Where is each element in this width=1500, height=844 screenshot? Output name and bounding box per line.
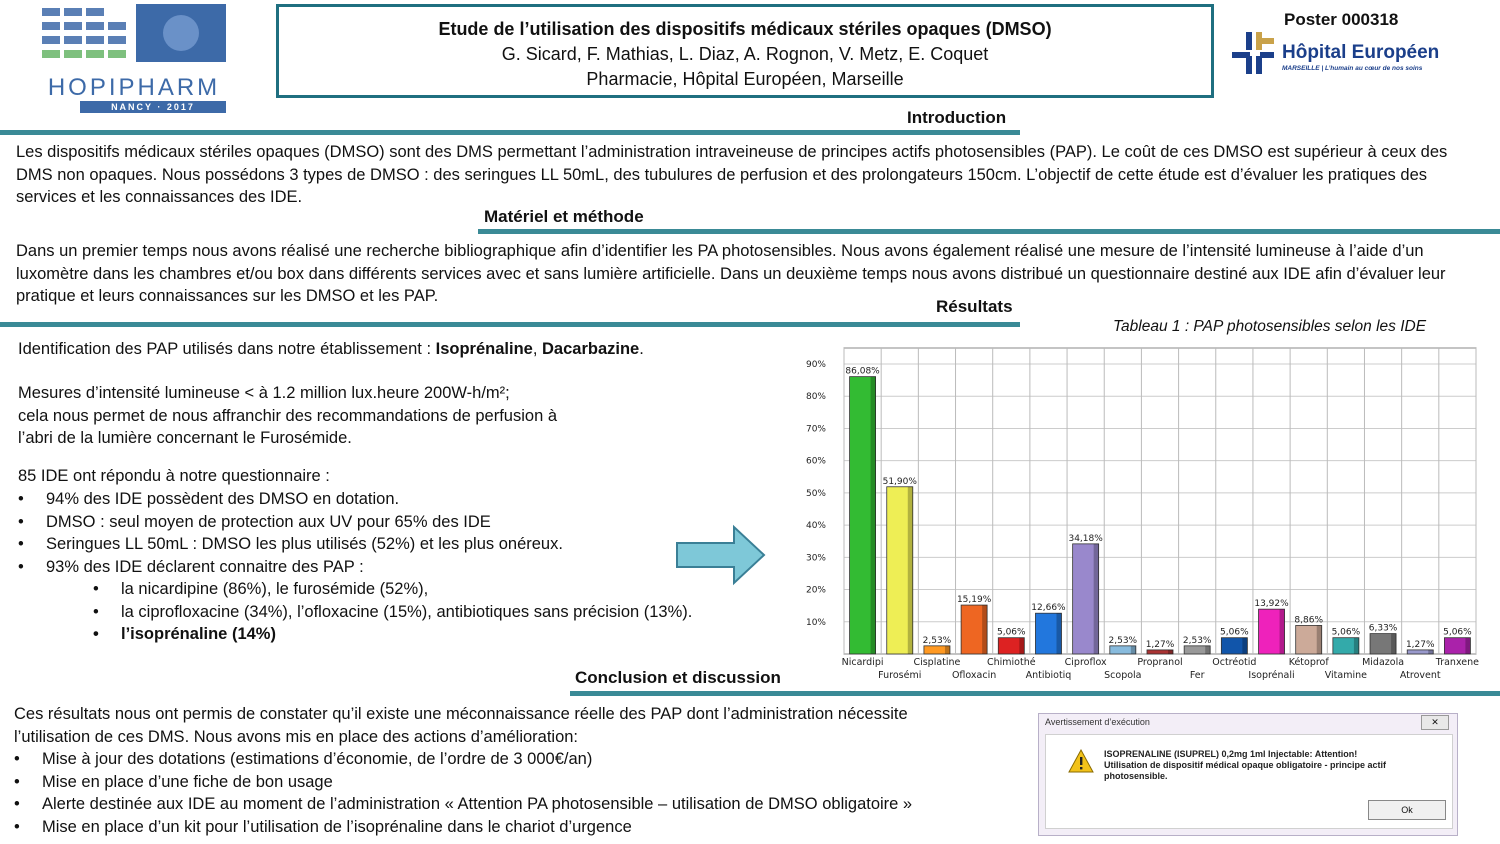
introduction-text: Les dispositifs médicaux stériles opaques (DMSO) sont des DMS permettant l’administration intraveineuse de principes actifs photosensibles (PAP). Le coût de ces DMSO est supérieur à ceux des DMS non opaques. Nous possédons 3 types de DMSO : des seringues LL 50mL, des tubulures de perfusion et des prolongateurs 150cm. L’objectif de cette étude est d’évaluer les pratiques des services et les connaissances des IDE. [16, 143, 1448, 206]
results-title: Résultats [936, 297, 1013, 316]
list-item: • DMSO : seul moyen de protection aux UV pour 65% des IDE [18, 511, 698, 534]
methods-text: Dans un premier temps nous avons réalisé une recherche bibliographique afin d’identifier les PA photosensibles. Nous avons également réalisé une mesure de l’intensité lumineuse à l’aide d’un luxomètre dans les chambres et/ou box dans différents services avec et sans lumière artificielle. Dans un deuxième temps nous avons distribué un questionnaire destiné aux IDE afin d’évaluer leur pratique et leurs connaissances sur les DMSO et les PAP. [16, 242, 1446, 305]
bar-shade [1354, 638, 1359, 654]
x-tick-label: Ciproflox [1064, 657, 1107, 668]
data-label: 2,53% [1182, 635, 1212, 646]
y-tick-label: 50% [805, 488, 826, 499]
dialog-message [1104, 749, 1434, 782]
y-tick-label: 90% [805, 360, 826, 370]
x-tick-label: Octréotid [1212, 657, 1257, 668]
data-label: 5,06% [1220, 627, 1249, 638]
light-line-1: Mesures d’intensité lumineuse < à 1.2 million lux.heure 200W-h/m²; [18, 384, 510, 402]
bar-shade [1391, 634, 1396, 654]
y-tick-label: 80% [805, 392, 826, 403]
conclusion-line-2: l’utilisation de ces DMS. Nous avons mis en place des actions d’amélioration: [14, 727, 579, 746]
list-item: • Alerte destinée aux IDE au moment de l’administration « Attention PA photosensible – utilisation de DMSO obligatoire » [14, 793, 1004, 816]
list-item: • l’isoprénaline (14%) [93, 623, 773, 646]
logo-subtitle: NANCY · 2017 [80, 101, 226, 113]
x-tick-label: Fer [1189, 670, 1205, 681]
bar-shade [1019, 638, 1024, 654]
bar-chart [780, 340, 1490, 685]
light-measure [18, 382, 658, 450]
data-label: 2,53% [922, 635, 952, 646]
hospital-tagline: MARSEILLE | L’humain au cœur de nos soins [1282, 65, 1423, 72]
bar-shade [908, 487, 913, 654]
bar-shade [1428, 650, 1433, 654]
x-tick-label: Atrovent [1399, 670, 1441, 681]
data-label: 1,27% [1405, 639, 1435, 650]
methods-rule [478, 229, 1500, 234]
x-tick-label: Nicardipi [841, 657, 884, 668]
x-tick-label: Isoprénali [1248, 670, 1295, 681]
bar-shade [871, 377, 876, 654]
logo-name: HOPIPHARM [47, 74, 221, 101]
data-label: 34,18% [1068, 533, 1103, 544]
bar-shade [1317, 625, 1322, 654]
methods-title: Matériel et méthode [484, 207, 644, 226]
light-line-3: l’abri de la lumière concernant le Furosémide. [18, 429, 352, 447]
ok-button[interactable]: Ok [1368, 800, 1446, 820]
data-label: 5,06% [1443, 627, 1472, 638]
data-label: 13,92% [1254, 599, 1289, 610]
dialog-body [1045, 734, 1453, 829]
survey-intro: 85 IDE ont répondu à notre questionnaire : [18, 467, 330, 485]
y-tick-label: 70% [805, 424, 826, 435]
bar-shade [1094, 544, 1099, 654]
poster-id: Poster 000318 [1284, 10, 1399, 29]
bar-shade [1168, 650, 1173, 654]
warning-icon [1068, 749, 1094, 773]
x-tick-label: Cisplatine [913, 657, 961, 668]
plot-area [844, 348, 1476, 654]
dialog-line-3: photosensible. [1104, 771, 1168, 781]
right-arrow-icon [674, 524, 768, 586]
x-tick-label: Vitamine [1324, 670, 1368, 681]
data-label: 6,33% [1368, 623, 1398, 634]
conclusion-line-1: Ces résultats nous ont permis de constater qu’il existe une méconnaissance réelle des PAP dont l’administration nécessite [14, 705, 908, 723]
bar-shade [1131, 646, 1136, 654]
list-item: • Mise en place d’une fiche de bon usage [14, 771, 1004, 794]
pap-identification [18, 338, 644, 361]
pap-isoprenaline: Isoprénaline [435, 340, 533, 358]
dialog-line-2: Utilisation de dispositif médical opaque obligatoire - principe actif [1104, 760, 1387, 770]
data-label: 15,19% [956, 595, 992, 606]
pap-dacarbazine: Dacarbazine [542, 340, 640, 358]
data-label: 86,08% [845, 366, 880, 377]
y-tick-label: 40% [805, 521, 826, 532]
x-tick-label: Propranol [1137, 657, 1183, 668]
poster-affiliation: Pharmacie, Hôpital Européen, Marseille [586, 69, 904, 89]
x-tick-label: Furosémi [878, 670, 922, 681]
hopipharm-logo [40, 4, 228, 112]
actions-list [14, 748, 1004, 838]
data-label: 2,53% [1108, 635, 1138, 646]
data-label: 5,06% [996, 627, 1026, 638]
data-label: 12,66% [1031, 603, 1066, 614]
conclusion-intro [14, 703, 974, 748]
x-tick-label: Kétoprof [1288, 657, 1329, 668]
close-icon[interactable]: ✕ [1421, 715, 1449, 730]
y-tick-label: 60% [805, 456, 826, 467]
bar-shade [1242, 638, 1247, 654]
list-item: • 94% des IDE possèdent des DMSO en dotation. [18, 488, 698, 511]
hospital-cross-icon [1232, 32, 1276, 76]
results-rule [0, 322, 1020, 327]
bar-shade [1205, 646, 1210, 654]
data-label: 8,86% [1294, 615, 1324, 626]
hospital-name: Hôpital Européen [1282, 42, 1440, 63]
pap-end: . [639, 340, 644, 358]
introduction-title: Introduction [907, 108, 1007, 127]
pap-separator: , [532, 340, 542, 358]
data-label: 51,90% [882, 476, 917, 487]
x-tick-label: Chimiothé [986, 657, 1036, 668]
light-line-2: cela nous permet de nous affranchir des recommandations de perfusion à [18, 406, 558, 425]
list-item: • la ciprofloxacine (34%), l’ofloxacine (15%), antibiotiques sans précision (13%). [93, 601, 773, 624]
bar-shade [982, 605, 987, 654]
survey-list [18, 488, 698, 578]
dialog-title: Avertissement d’exécution [1045, 717, 1150, 727]
y-tick-label: 20% [805, 585, 826, 596]
y-tick-label: 30% [805, 553, 826, 564]
list-item: • 93% des IDE déclarent connaitre des PAP : [18, 556, 698, 579]
x-tick-label: Midazola [1362, 657, 1405, 668]
logo-grid-icon [40, 4, 228, 74]
pap-intro: Identification des PAP utilisés dans notre établissement : [18, 340, 436, 358]
introduction-rule [0, 130, 1020, 135]
y-tick-label: 10% [805, 617, 826, 628]
list-item: • Mise à jour des dotations (estimations d’économie, de l’ordre de 3 000€/an) [14, 748, 1004, 771]
alert-dialog [1038, 713, 1458, 836]
conclusion-title: Conclusion et discussion [575, 668, 781, 687]
bar-shade [1056, 613, 1061, 654]
bar-shade [945, 646, 950, 654]
hospital-logo [1232, 32, 1472, 78]
list-item: • Seringues LL 50mL : DMSO les plus utilisés (52%) et les plus onéreux. [18, 533, 698, 556]
x-tick-label: Antibiotiq [1025, 670, 1072, 681]
list-item: • la nicardipine (86%), le furosémide (52%), [93, 578, 773, 601]
bar-shade [1280, 609, 1285, 654]
list-item: • Mise en place d’un kit pour l’utilisation de l’isoprénaline dans le chariot d’urgence [14, 816, 1004, 839]
data-label: 1,27% [1145, 639, 1175, 650]
x-tick-label: Ofloxacin [951, 670, 997, 681]
x-tick-label: Tranxene [1435, 657, 1480, 668]
data-label: 5,06% [1331, 627, 1361, 638]
bar-shade [1465, 638, 1470, 654]
dialog-line-1: ISOPRENALINE (ISUPREL) 0,2mg 1ml Injectable: Attention! [1104, 749, 1358, 759]
poster-authors: G. Sicard, F. Mathias, L. Diaz, A. Rognon, V. Metz, E. Coquet [501, 44, 989, 64]
poster-title: Etude de l’utilisation des dispositifs médicaux stériles opaques (DMSO) [438, 19, 1052, 39]
title-box [276, 4, 1214, 98]
x-tick-label: Scopola [1104, 670, 1142, 681]
table-caption: Tableau 1 : PAP photosensibles selon les IDE [1113, 318, 1427, 335]
pap-known-list [93, 578, 773, 646]
conclusion-rule [570, 691, 1500, 696]
